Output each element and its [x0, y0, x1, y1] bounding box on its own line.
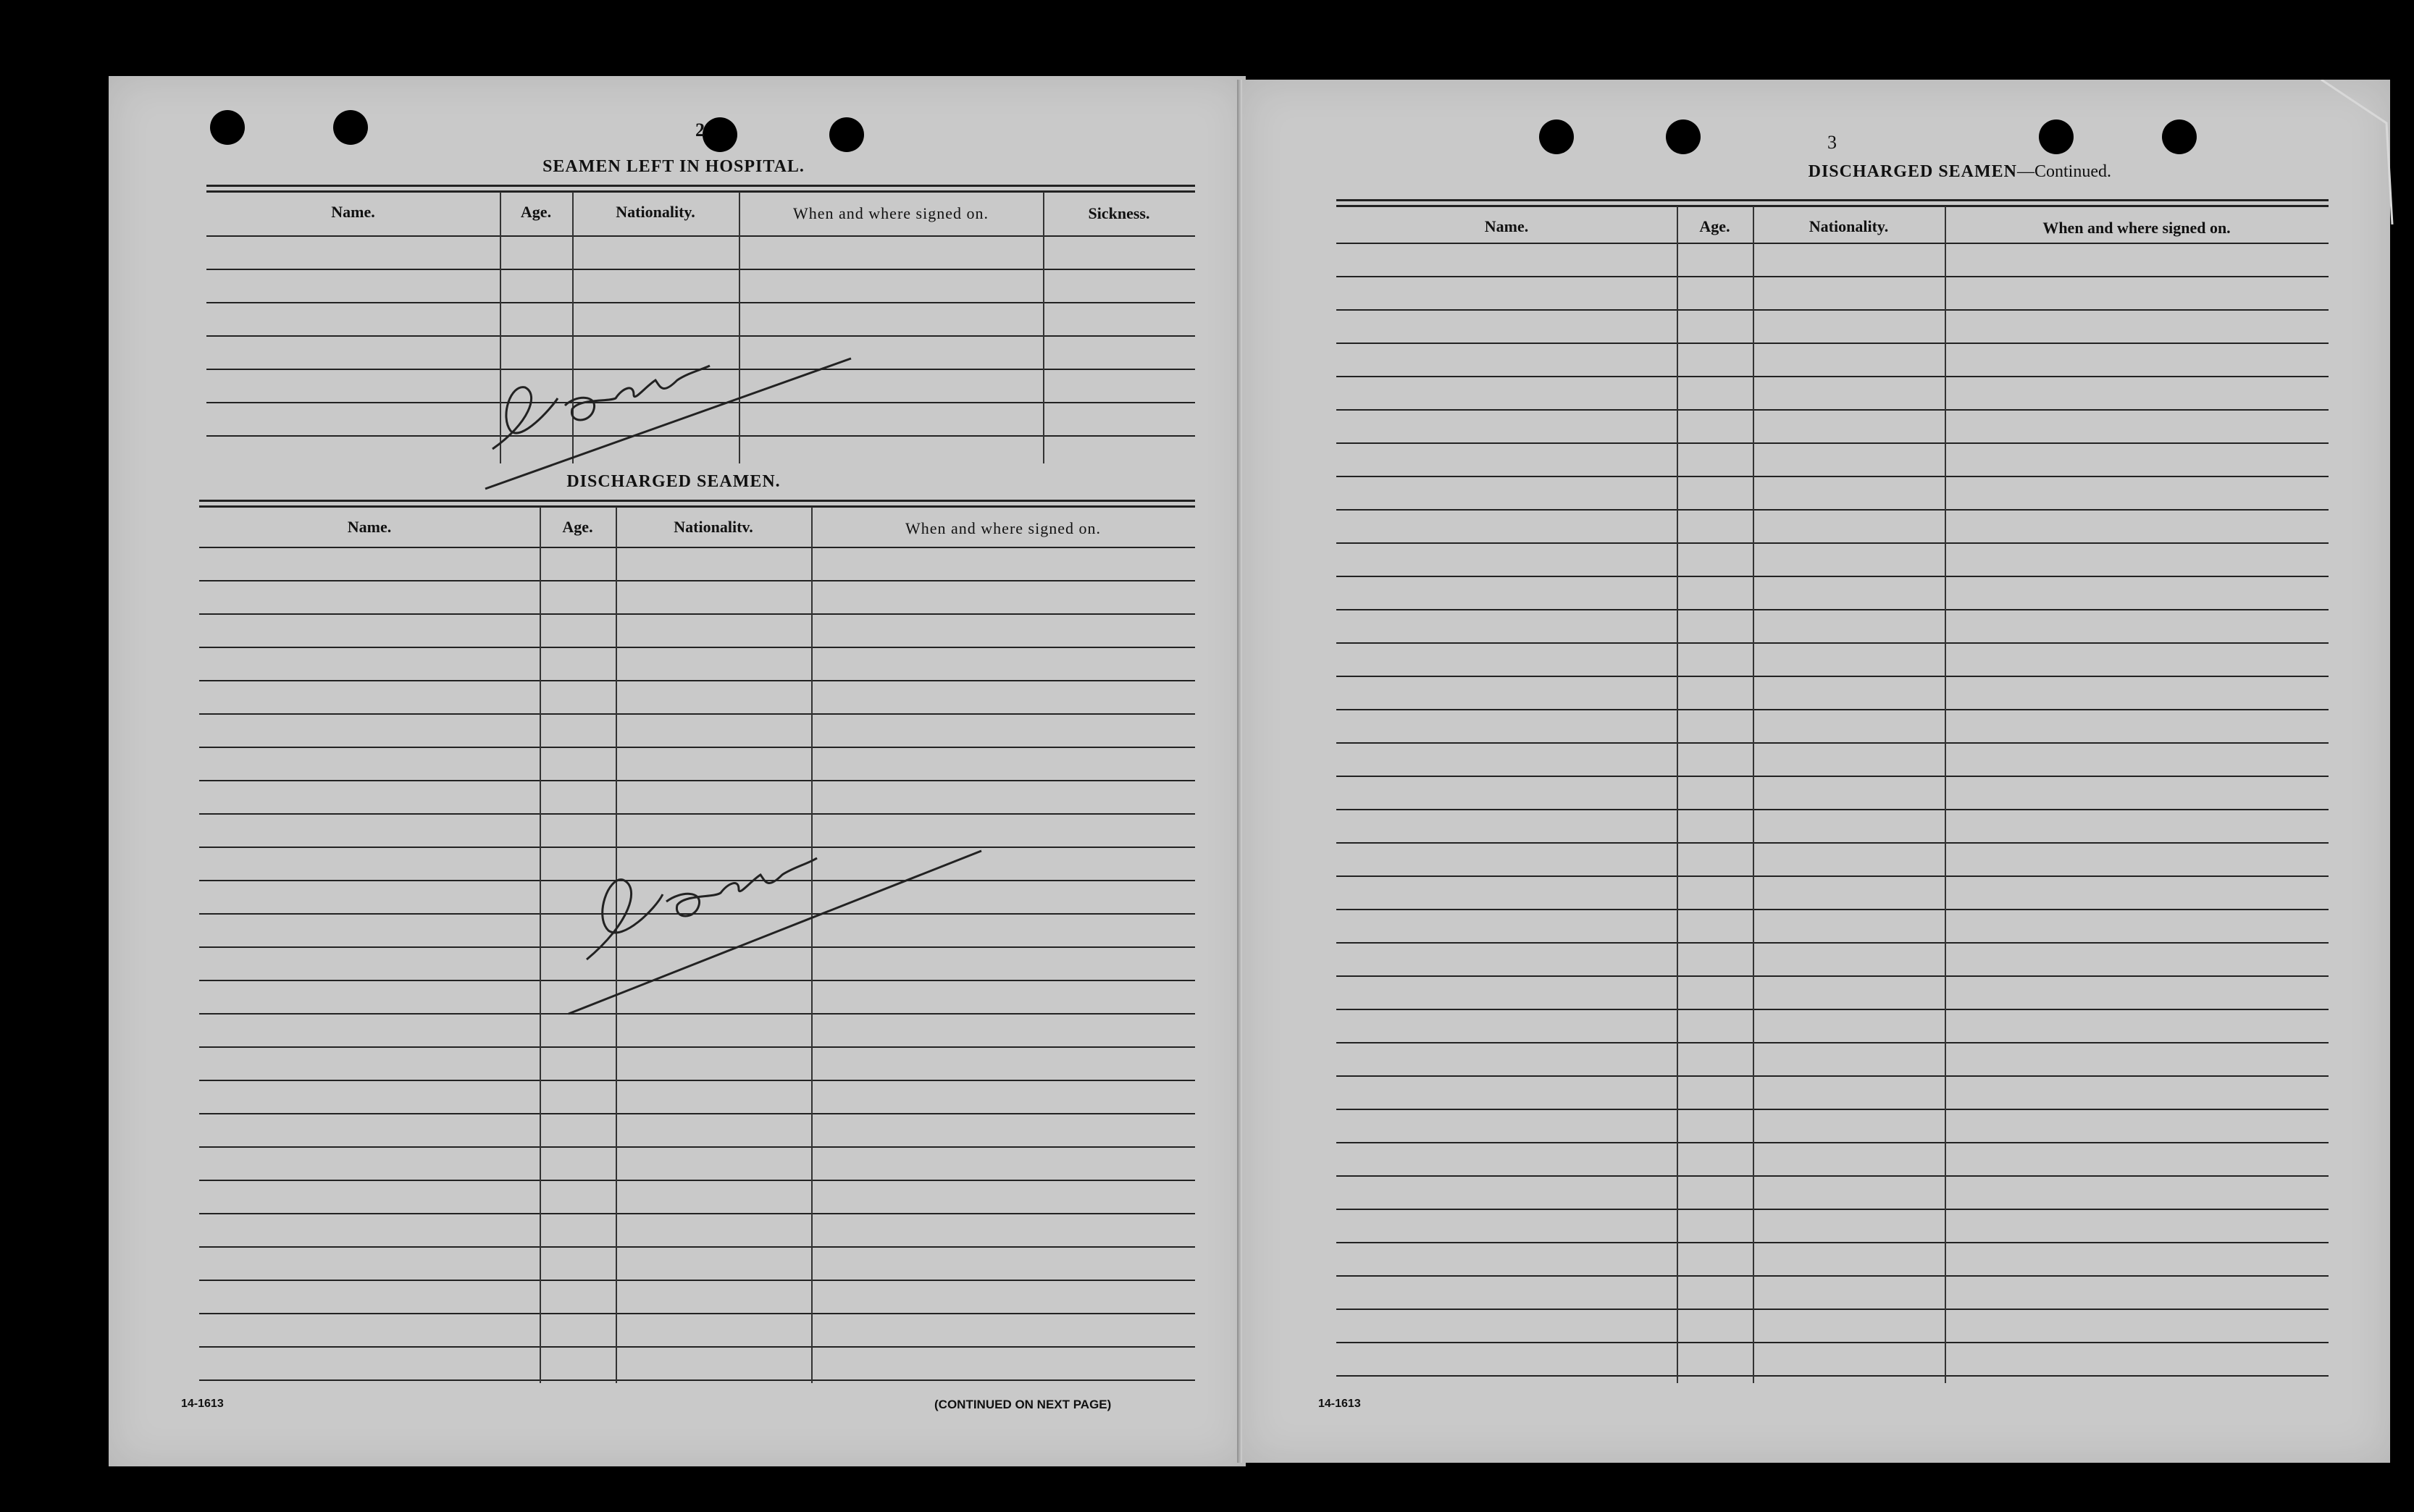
table-column-line [1677, 206, 1678, 1383]
table-row-line [206, 269, 1195, 270]
table-row-line [1336, 576, 2329, 577]
table-row-line [1336, 1042, 2329, 1043]
punch-hole [1666, 119, 1701, 154]
column-header-sickness: Sickness. [1088, 204, 1150, 222]
folded-corner [2314, 80, 2394, 224]
table-row-line [1336, 476, 2329, 477]
right-page [1242, 80, 2390, 1463]
table-row-line [199, 1280, 1195, 1281]
table-row-line [1336, 975, 2329, 977]
table-row-line [1336, 1242, 2329, 1243]
table-row-line [1336, 542, 2329, 544]
table-row-line [1336, 1309, 2329, 1310]
punch-hole [1539, 119, 1574, 154]
title-main: DISCHARGED SEAMEN [1808, 162, 2017, 181]
table-row-line [1336, 1009, 2329, 1010]
table-column-line [540, 507, 541, 1383]
punch-hole [703, 117, 737, 152]
table-row-line [1336, 509, 2329, 511]
column-header-age: Age. [520, 203, 552, 221]
table-row-line [1336, 409, 2329, 411]
table-row-line [1336, 442, 2329, 444]
table-row-line [1336, 1075, 2329, 1077]
table-row-line [1336, 309, 2329, 311]
punch-hole [2039, 119, 2074, 154]
table-row-line [199, 613, 1195, 615]
column-header-age: Age. [1699, 217, 1730, 235]
discharged-section-title: DISCHARGED SEAMEN. [566, 472, 781, 491]
column-header-name: Name. [331, 203, 375, 221]
table-row-line [199, 1180, 1195, 1181]
handwritten-none-text: None [471, 279, 473, 280]
punch-hole [333, 110, 368, 145]
table-row-line [1336, 1275, 2329, 1277]
column-header-when-where: When and where signed on. [793, 204, 989, 222]
punch-hole [829, 117, 864, 152]
table-row-line [199, 580, 1195, 581]
column-header-when-where: When and where signed on. [2042, 219, 2231, 237]
table-row-line [1336, 1109, 2329, 1110]
table-row-line [199, 1213, 1195, 1214]
table-row-line [199, 1313, 1195, 1314]
left-page [109, 76, 1246, 1466]
table-row-line [1336, 742, 2329, 744]
column-header-when-where: When and where signed on. [905, 519, 1101, 537]
table-row-line [1336, 942, 2329, 944]
table-row-line [1336, 376, 2329, 377]
punch-hole [210, 110, 245, 145]
table-row-line [1336, 709, 2329, 710]
column-header-age: Age. [562, 518, 593, 536]
table-row-line [1336, 842, 2329, 844]
table-row-line [199, 1346, 1195, 1348]
table-row-line [199, 1080, 1195, 1081]
table-row-line [1336, 909, 2329, 910]
table-column-line [1945, 206, 1946, 1383]
table-row-line [1336, 343, 2329, 344]
table-row-line [199, 1113, 1195, 1114]
table-row-line [199, 1379, 1195, 1381]
table-column-line [1043, 192, 1044, 463]
table-row-line [1336, 1375, 2329, 1377]
page-number: 2 [695, 119, 705, 140]
table-row-line [1336, 243, 2329, 244]
form-number: 14-1613 [1318, 1398, 1361, 1410]
table-row-line [1336, 776, 2329, 777]
table-row-line [1336, 676, 2329, 677]
column-header-nationality: Nationalitv. [674, 518, 753, 536]
table-column-line [1753, 206, 1754, 1383]
table-row-line [1336, 609, 2329, 610]
hospital-section-title: SEAMEN LEFT IN HOSPITAL. [542, 157, 805, 176]
table-row-line [1336, 875, 2329, 877]
table-row-line [199, 1246, 1195, 1248]
page-number: 3 [1827, 132, 1837, 153]
table-row-line [199, 1146, 1195, 1148]
form-number: 14-1613 [181, 1398, 224, 1410]
table-row-line [199, 1046, 1195, 1048]
column-header-nationality: Nationality. [1809, 217, 1889, 235]
table-row-line [1336, 1342, 2329, 1343]
column-header-nationality: Nationality. [616, 203, 695, 221]
table-row-line [199, 747, 1195, 748]
discharged-continued-table [1336, 199, 2329, 1383]
table-row-line [1336, 642, 2329, 644]
column-header-name: Name. [1484, 217, 1529, 235]
table-row-line [1336, 1209, 2329, 1210]
continued-note: (CONTINUED ON NEXT PAGE) [934, 1398, 1112, 1411]
handwritten-none-discharged [543, 749, 992, 1039]
table-row-line [1336, 1142, 2329, 1143]
table-row-line [199, 680, 1195, 681]
title-suffix: —Continued. [2017, 162, 2111, 181]
table-row-line [206, 235, 1195, 237]
handwritten-none-text: None [543, 749, 545, 750]
table-row-line [1336, 276, 2329, 277]
table-row-line [199, 713, 1195, 715]
table-row-line [199, 647, 1195, 648]
column-header-name: Name. [347, 518, 392, 536]
table-row-line [199, 547, 1195, 548]
punch-hole [2162, 119, 2197, 154]
discharged-continued-title [1604, 162, 2111, 182]
table-row-line [1336, 1175, 2329, 1177]
table-row-line [1336, 809, 2329, 810]
